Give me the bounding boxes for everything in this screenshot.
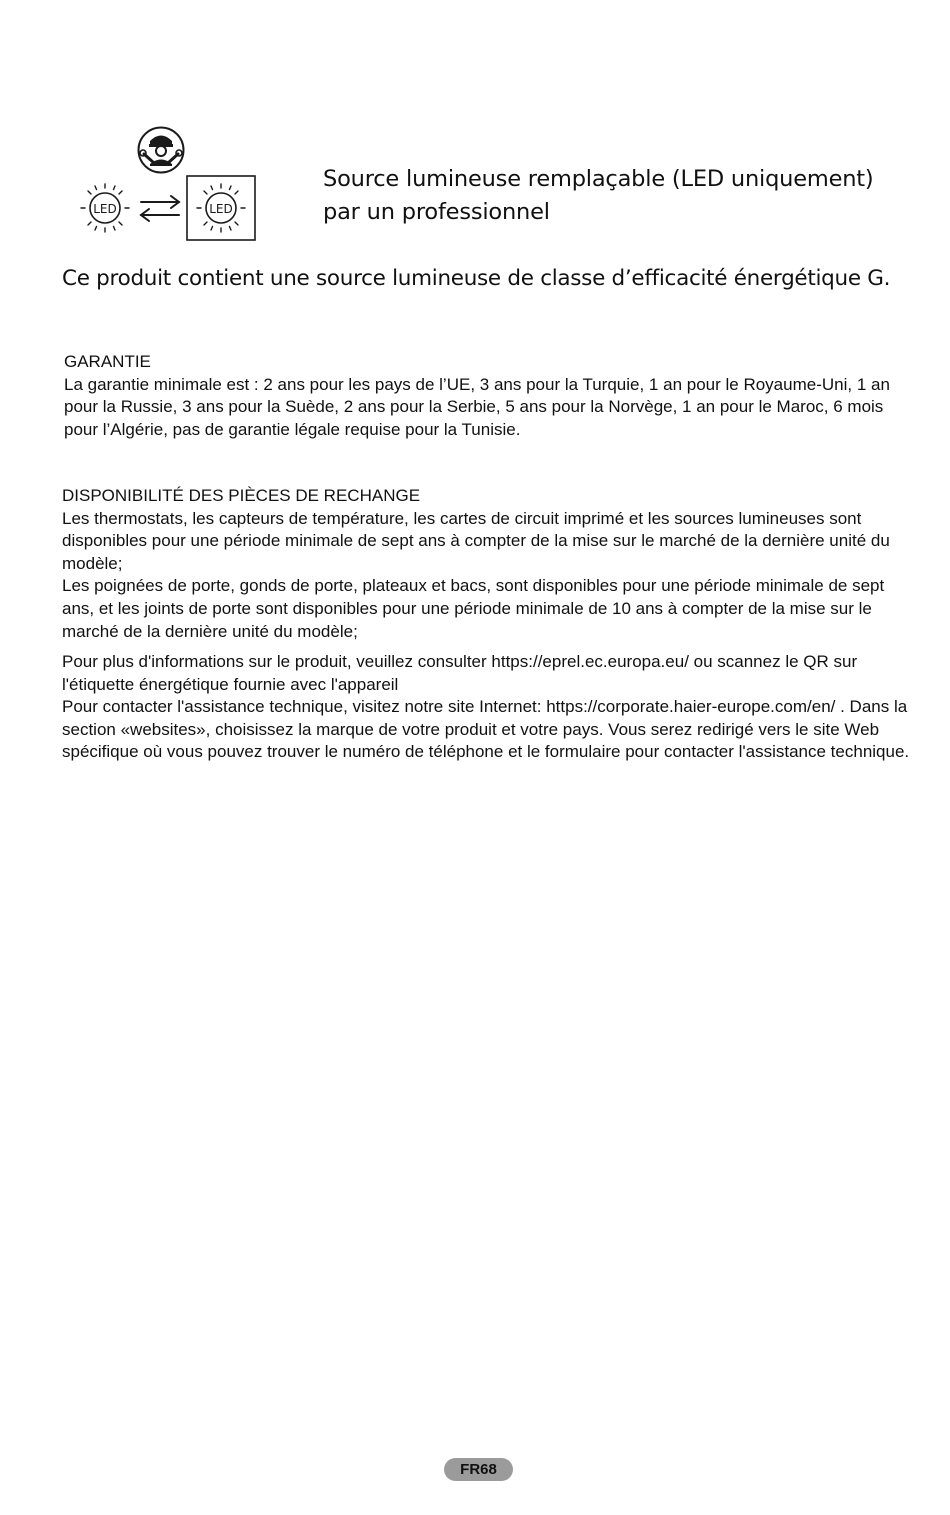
light-source-line-1: Source lumineuse remplaçable (LED uniquement) <box>323 166 874 192</box>
swap-arrows-icon <box>141 196 179 221</box>
energy-class-statement: Ce produit contient une source lumineuse de classe d’efficacité énergétique G. <box>62 266 891 291</box>
spare-parts-paragraph-2: Les poignées de porte, gonds de porte, plateaux et bacs, sont disponibles pour une période minimale de sept ans, et les joints de porte sont disponibles pour une période minimale de 10 ans à compter de la mise sur le marché de la dernière unité du modèle; <box>62 576 885 641</box>
more-info-paragraph-1: Pour plus d'informations sur le produit, veuillez consulter https://eprel.ec.europa.eu/ ou scannez le QR sur l'étiquette énergétique fournie avec l'appareil <box>62 652 858 694</box>
page-number-badge: FR68 <box>444 1458 513 1481</box>
replaceable-led-icon-group <box>70 126 260 244</box>
light-source-title <box>323 163 923 229</box>
technician-wrench-icon <box>139 128 184 173</box>
more-info-paragraph-2: Pour contacter l'assistance technique, visitez notre site Internet: https://corporate.haier-europe.com/en/ . Dans la section «websites», choisissez la marque de votre produit et votre pays. Vous serez redirigé vers le site Web spécifique où vous pouvez trouver le numéro de téléphone et le formulaire pour contacter l'assistance technique. <box>62 697 910 762</box>
spare-parts-heading: DISPONIBILITÉ DES PIÈCES DE RECHANGE <box>62 486 421 505</box>
guarantee-heading: GARANTIE <box>64 352 151 371</box>
led-label-left: LED <box>93 202 117 216</box>
spare-parts-section <box>62 485 912 643</box>
guarantee-section <box>64 351 904 441</box>
spare-parts-paragraph-1: Les thermostats, les capteurs de température, les cartes de circuit imprimé et les sources lumineuses sont disponibles pour une période minimale de sept ans à compter de la mise sur le marché de la dernière unité du modèle; <box>62 508 890 573</box>
guarantee-body: La garantie minimale est : 2 ans pour les pays de l’UE, 3 ans pour la Turquie, 1 an pour le Royaume-Uni, 1 an pour la Russie, 3 ans pour la Suède, 2 ans pour la Serbie, 5 ans pour la Norvège, 1 an pour le Maroc, 6 mois pour l’Algérie, pas de garantie légale requise pour la Tunisie. <box>64 374 890 439</box>
light-source-line-2: par un professionnel <box>323 199 550 225</box>
more-info-section <box>62 651 912 764</box>
led-label-right: LED <box>209 202 233 216</box>
